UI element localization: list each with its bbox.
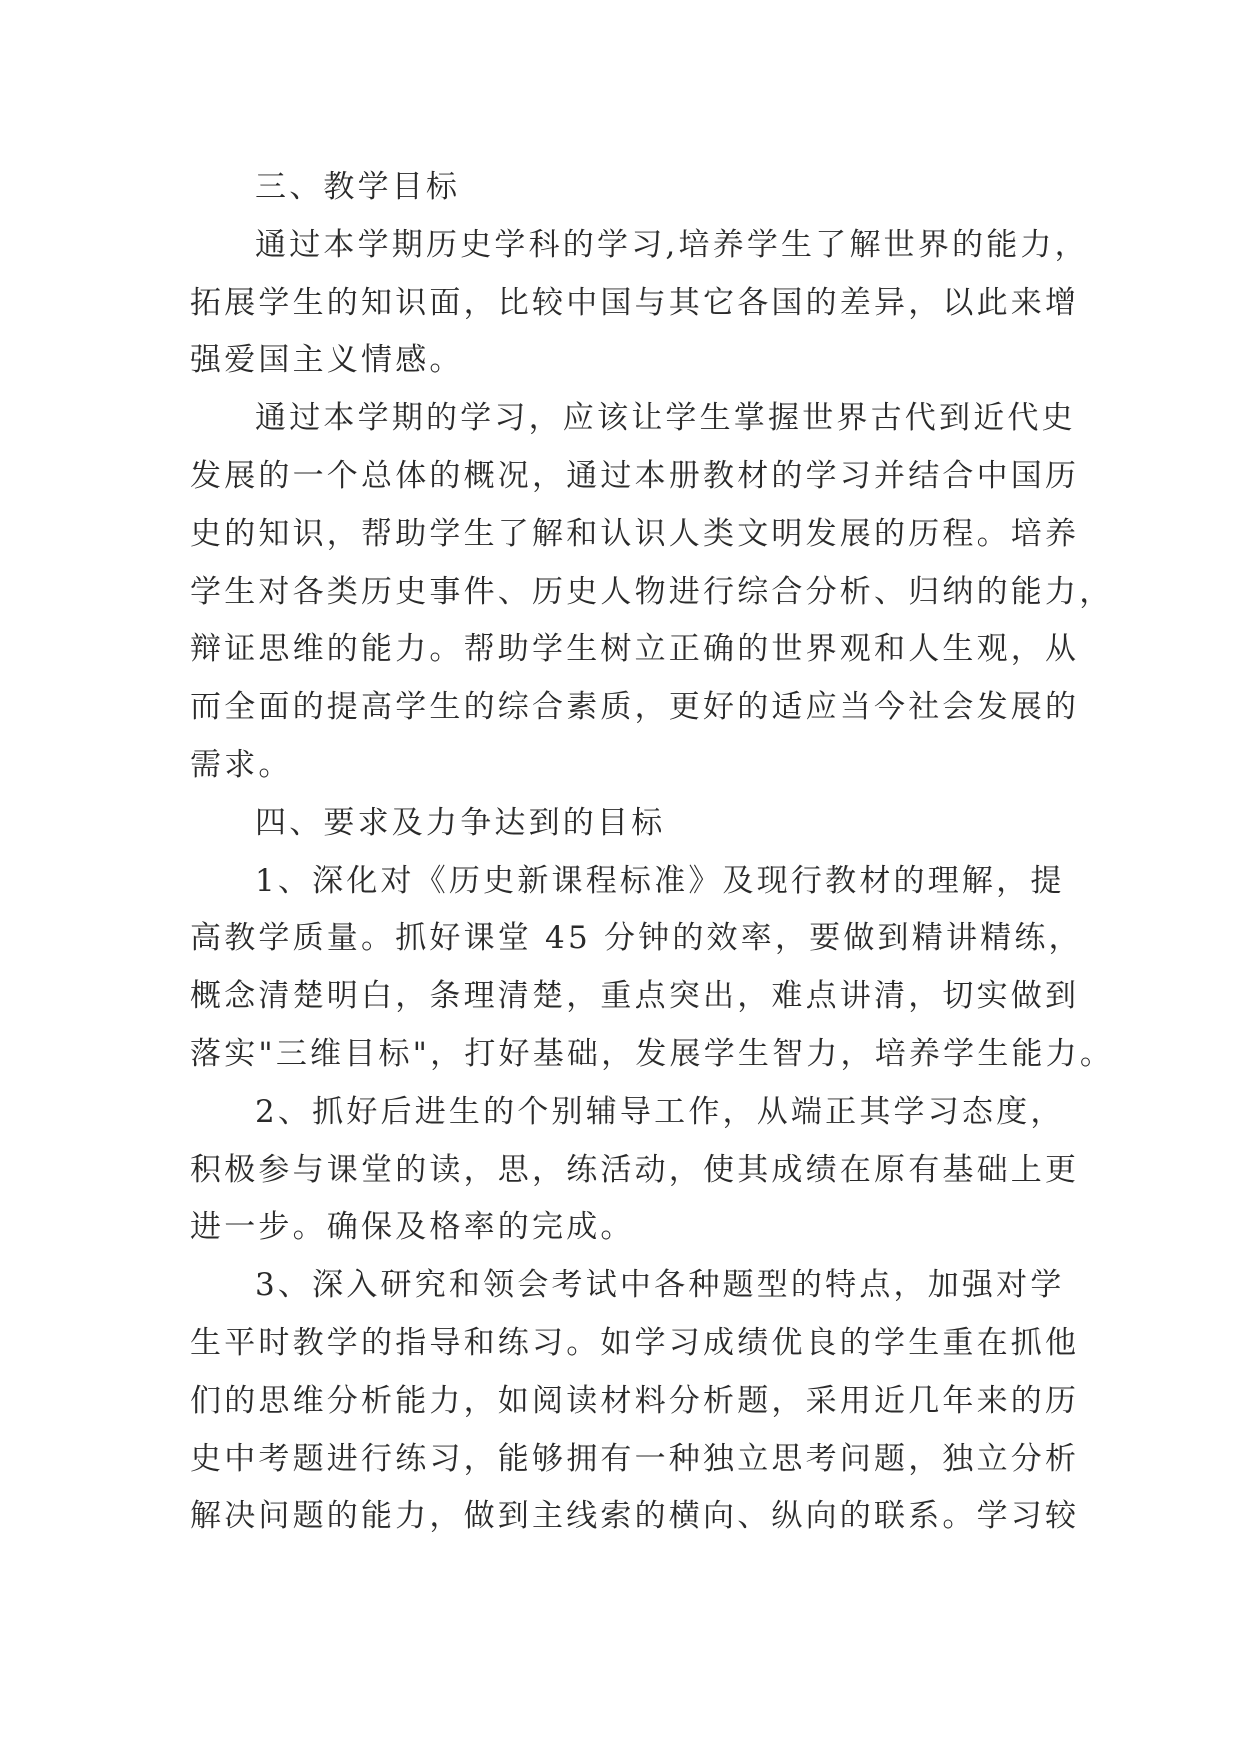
- paragraph-line: 进一步。确保及格率的完成。: [190, 1209, 635, 1246]
- paragraph-line: 概念清楚明白，条理清楚，重点突出，难点讲清，切实做到: [190, 978, 1080, 1015]
- paragraph-line: 高教学质量。抓好课堂 45 分钟的效率，要做到精讲精练，: [190, 920, 1083, 957]
- paragraph-first-line: 3、深入研究和领会考试中各种题型的特点，加强对学: [255, 1267, 1065, 1304]
- paragraph-line: 积极参与课堂的读，思，练活动，使其成绩在原有基础上更: [190, 1151, 1080, 1188]
- paragraph-first-line: 通过本学期历史学科的学习,培养学生了解世界的能力，: [255, 226, 1089, 263]
- paragraph-line: 史中考题进行练习，能够拥有一种独立思考问题，独立分析: [190, 1440, 1080, 1477]
- paragraph-first-line: 四、要求及力争达到的目标: [255, 804, 666, 841]
- paragraph-first-line: 三、教学目标: [255, 169, 461, 205]
- paragraph-line: 强爱国主义情感。: [190, 342, 464, 379]
- paragraph-line: 落实"三维目标"，打好基础，发展学生智力，培养学生能力。: [190, 1035, 1115, 1072]
- paragraph-line: 需求。: [190, 746, 293, 783]
- paragraph-line: 拓展学生的知识面，比较中国与其它各国的差异，以此来增: [190, 284, 1080, 321]
- paragraph-line: 史的知识，帮助学生了解和认识人类文明发展的历程。培养: [190, 515, 1080, 552]
- paragraph-line: 生平时教学的指导和练习。如学习成绩优良的学生重在抓他: [190, 1324, 1080, 1361]
- paragraph-first-line: 通过本学期的学习，应该让学生掌握世界古代到近代史: [255, 400, 1076, 437]
- paragraph-line: 们的思维分析能力，如阅读材料分析题，采用近几年来的历: [190, 1382, 1080, 1419]
- paragraph-line: 而全面的提高学生的综合素质，更好的适应当今社会发展的: [190, 689, 1080, 726]
- paragraph-first-line: 2、抓好后进生的个别辅导工作，从端正其学习态度，: [255, 1093, 1065, 1130]
- paragraph-line: 发展的一个总体的概况，通过本册教材的学习并结合中国历: [190, 457, 1080, 494]
- paragraph-first-line: 1、深化对《历史新课程标准》及现行教材的理解，提: [255, 862, 1065, 899]
- paragraph-line: 解决问题的能力，做到主线索的横向、纵向的联系。学习较: [190, 1498, 1080, 1535]
- paragraph-line: 辩证思维的能力。帮助学生树立正确的世界观和人生观，从: [190, 631, 1080, 668]
- document-body: [190, 159, 1115, 1546]
- paragraph-line: 学生对各类历史事件、历史人物进行综合分析、归纳的能力，: [190, 573, 1114, 610]
